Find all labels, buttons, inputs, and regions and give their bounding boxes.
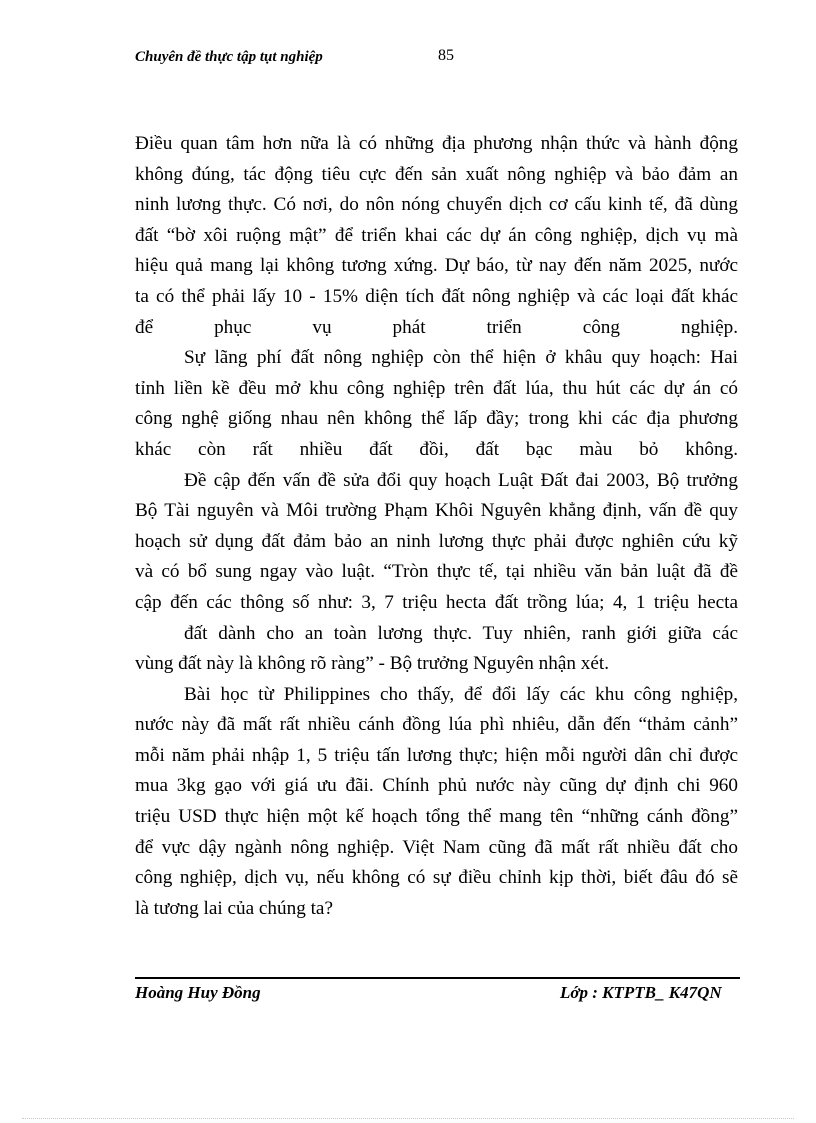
text-line: mua 3kg gạo với giá ưu đãi. Chính phủ nước này cũng dự định chi 960	[135, 775, 738, 797]
text-line: ta có thể phải lấy 10 - 15% diện tích đất nông nghiệp và các loại đất khác	[135, 285, 738, 307]
text-line: Bài học từ Philippines cho thấy, để đổi lấy các khu công nghiệp,	[184, 683, 738, 705]
text-line: vùng đất này là không rõ ràng” - Bộ trưởng Nguyên nhận xét.	[135, 653, 610, 675]
text-line: tỉnh liền kề đều mở khu công nghiệp trên đất lúa, thu hút các dự án có	[135, 377, 738, 399]
text-line: mỗi năm phải nhập 1, 5 triệu tấn lương thực; hiện mỗi người dân chỉ được	[135, 744, 738, 766]
text-line: hoạch sử dụng đất đảm bảo an ninh lương thực phải được nghiên cứu kỹ	[135, 530, 738, 552]
footer-author: Hoàng Huy Đồng	[135, 983, 261, 1002]
page-number: 85	[438, 47, 454, 64]
text-line: triệu USD thực hiện một kế hoạch tổng thể mang tên “những cánh đồng”	[135, 806, 738, 828]
text-line: công nghệ giống nhau nên không thể lấp đầy; trong khi các địa phương	[135, 408, 738, 430]
text-line: Điều quan tâm hơn nữa là có những địa phương nhận thức và hành động	[135, 133, 738, 154]
text-line: để phục vụ phát triển công nghiệp.	[135, 316, 738, 338]
body-text	[135, 129, 738, 924]
text-line: đất “bờ xôi ruộng mật” để triển khai các dự án công nghiệp, dịch vụ mà	[135, 224, 738, 246]
document-title: Chuyên đề thực tập tụt nghiệp	[135, 49, 323, 65]
text-line: đất dành cho an toàn lương thực. Tuy nhiên, ranh giới giữa các	[184, 622, 738, 644]
text-line: ninh lương thực. Có nơi, do nôn nóng chuyển dịch cơ cấu kinh tế, đã dùng	[135, 194, 738, 216]
text-line: cập đến các thông số như: 3, 7 triệu hecta đất trồng lúa; 4, 1 triệu hecta	[135, 591, 738, 613]
text-line: không đúng, tác động tiêu cực đến sản xuất nông nghiệp và bảo đảm an	[135, 163, 738, 185]
text-line: khác còn rất nhiều đất đồi, đất bạc màu bỏ không.	[135, 438, 738, 460]
text-line: là tương lai của chúng ta?	[135, 897, 333, 919]
text-line: hiệu quả mang lại không tương xứng. Dự báo, từ nay đến năm 2025, nước	[135, 255, 738, 277]
footer-divider	[135, 977, 740, 979]
page-bottom-edge	[22, 1118, 794, 1119]
text-line: và có bổ sung ngay vào luật. “Tròn thực tế, tại nhiều văn bản luật đã đề	[135, 561, 738, 583]
text-line: nước này đã mất rất nhiều cánh đồng lúa phì nhiêu, dẫn đến “thảm cảnh”	[135, 714, 738, 736]
text-line: công nghiệp, dịch vụ, nếu không có sự điều chỉnh kịp thời, biết đâu đó sẽ	[135, 867, 738, 889]
text-line: Bộ Tài nguyên và Môi trường Phạm Khôi Nguyên khẳng định, vấn đề quy	[135, 500, 738, 522]
text-line: Đề cập đến vấn đề sửa đổi quy hoạch Luật Đất đai 2003, Bộ trưởng	[184, 469, 738, 491]
text-line: Sự lãng phí đất nông nghiệp còn thể hiện ở khâu quy hoạch: Hai	[184, 347, 738, 369]
footer-class-label: Lớp : KTPTB_ K47QN	[560, 983, 722, 1002]
page-header	[135, 49, 745, 71]
text-line: để vực dậy ngành nông nghiệp. Việt Nam cũng đã mất rất nhiều đất cho	[135, 836, 738, 858]
